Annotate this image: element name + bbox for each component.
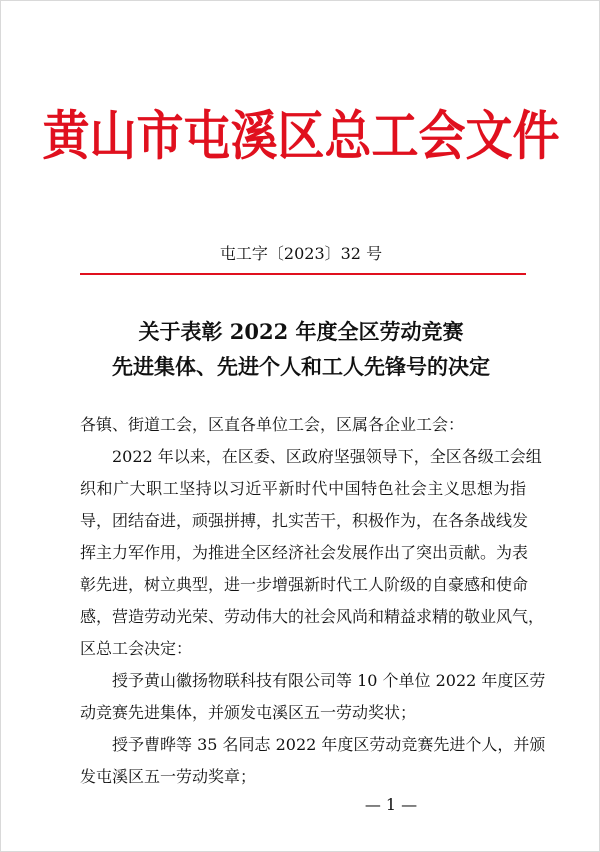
body-line: 导，团结奋进，顽强拼搏，扎实苦干，积极作为，在各条战线发 [80, 511, 529, 530]
body-line: 授予曹晔等 35 名同志 2022 年度区劳动竞赛先进个人，并颁 [112, 735, 546, 754]
salutation: 各镇、街道工会，区直各单位工会，区属各企业工会： [80, 415, 465, 434]
body-line: 挥主力军作用，为推进全区经济社会发展作出了突出贡献。为表 [80, 543, 529, 562]
masthead-title: 黄山市屯溪区总工会文件 [42, 105, 560, 168]
document-title-line-2: 先进集体、先进个人和工人先锋号的决定 [112, 354, 490, 379]
document-number: 屯工字〔2023〕32 号 [219, 244, 383, 263]
body-line: 感，营造劳动光荣、劳动伟大的社会风尚和精益求精的敬业风气， [80, 607, 545, 626]
body-line: 区总工会决定： [80, 639, 193, 658]
body-line: 发屯溪区五一劳动奖章； [80, 767, 257, 786]
document-title-line-1: 关于表彰 2022 年度全区劳动竞赛 [138, 319, 464, 344]
red-separator-line [80, 273, 526, 275]
body-line: 动竞赛先进集体，并颁发屯溪区五一劳动奖状； [80, 703, 417, 722]
body-line: 彰先进，树立典型，进一步增强新时代工人阶级的自豪感和使命 [80, 575, 529, 594]
body-line: 织和广大职工坚持以习近平新时代中国特色社会主义思想为指 [80, 479, 526, 498]
body-line: 2022 年以来，在区委、区政府坚强领导下，全区各级工会组 [112, 447, 542, 466]
body-line: 授予黄山徽扬物联科技有限公司等 10 个单位 2022 年度区劳 [112, 671, 546, 690]
page-number: — 1 — [364, 795, 418, 814]
